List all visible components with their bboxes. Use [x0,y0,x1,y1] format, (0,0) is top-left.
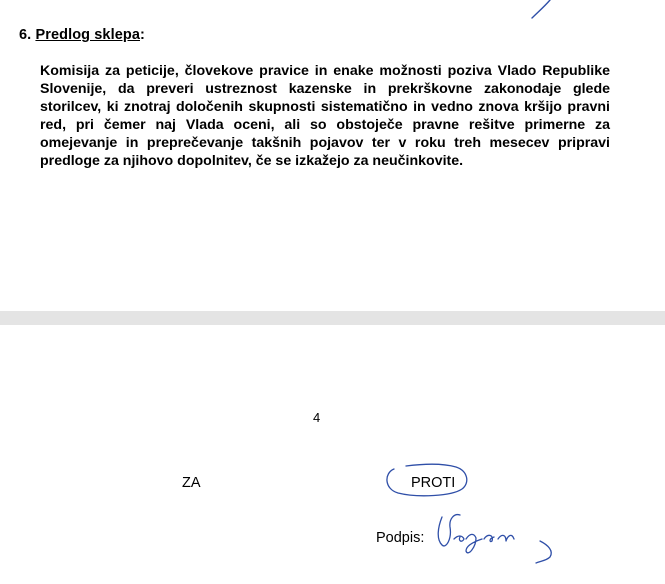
vote-option-for: ZA [182,475,201,491]
page-number: 4 [313,410,321,425]
page-separator [0,311,665,325]
pen-stroke-mark [528,0,558,22]
section-number: 6. [19,27,32,43]
document-page-lower [0,325,665,584]
section-heading [19,27,145,43]
handwritten-signature [432,505,562,565]
section-colon: : [140,27,145,43]
section-title: Predlog sklepa [35,27,140,43]
vote-option-against: PROTI [411,475,456,491]
signature-label: Podpis: [376,530,425,546]
resolution-text: Komisija za peticije, človekove pravice in enake možnosti poziva Vlado Republike Slovenije, da preveri ustreznost kazenske in prekrškovne zakonodaje glede storilcev, ki znotraj določenih skupnosti sistematično in vedno znova kršijo pravni red, pri čemer naj Vlada oceni, ali so obstoječe pravne rešitve primerne za omejevanje in preprečevanje takšnih pojavov ter v roku treh mesecev pripravi predloge za njihovo dopolnitev, če se izkažejo za neučinkovite. [40,63,610,169]
